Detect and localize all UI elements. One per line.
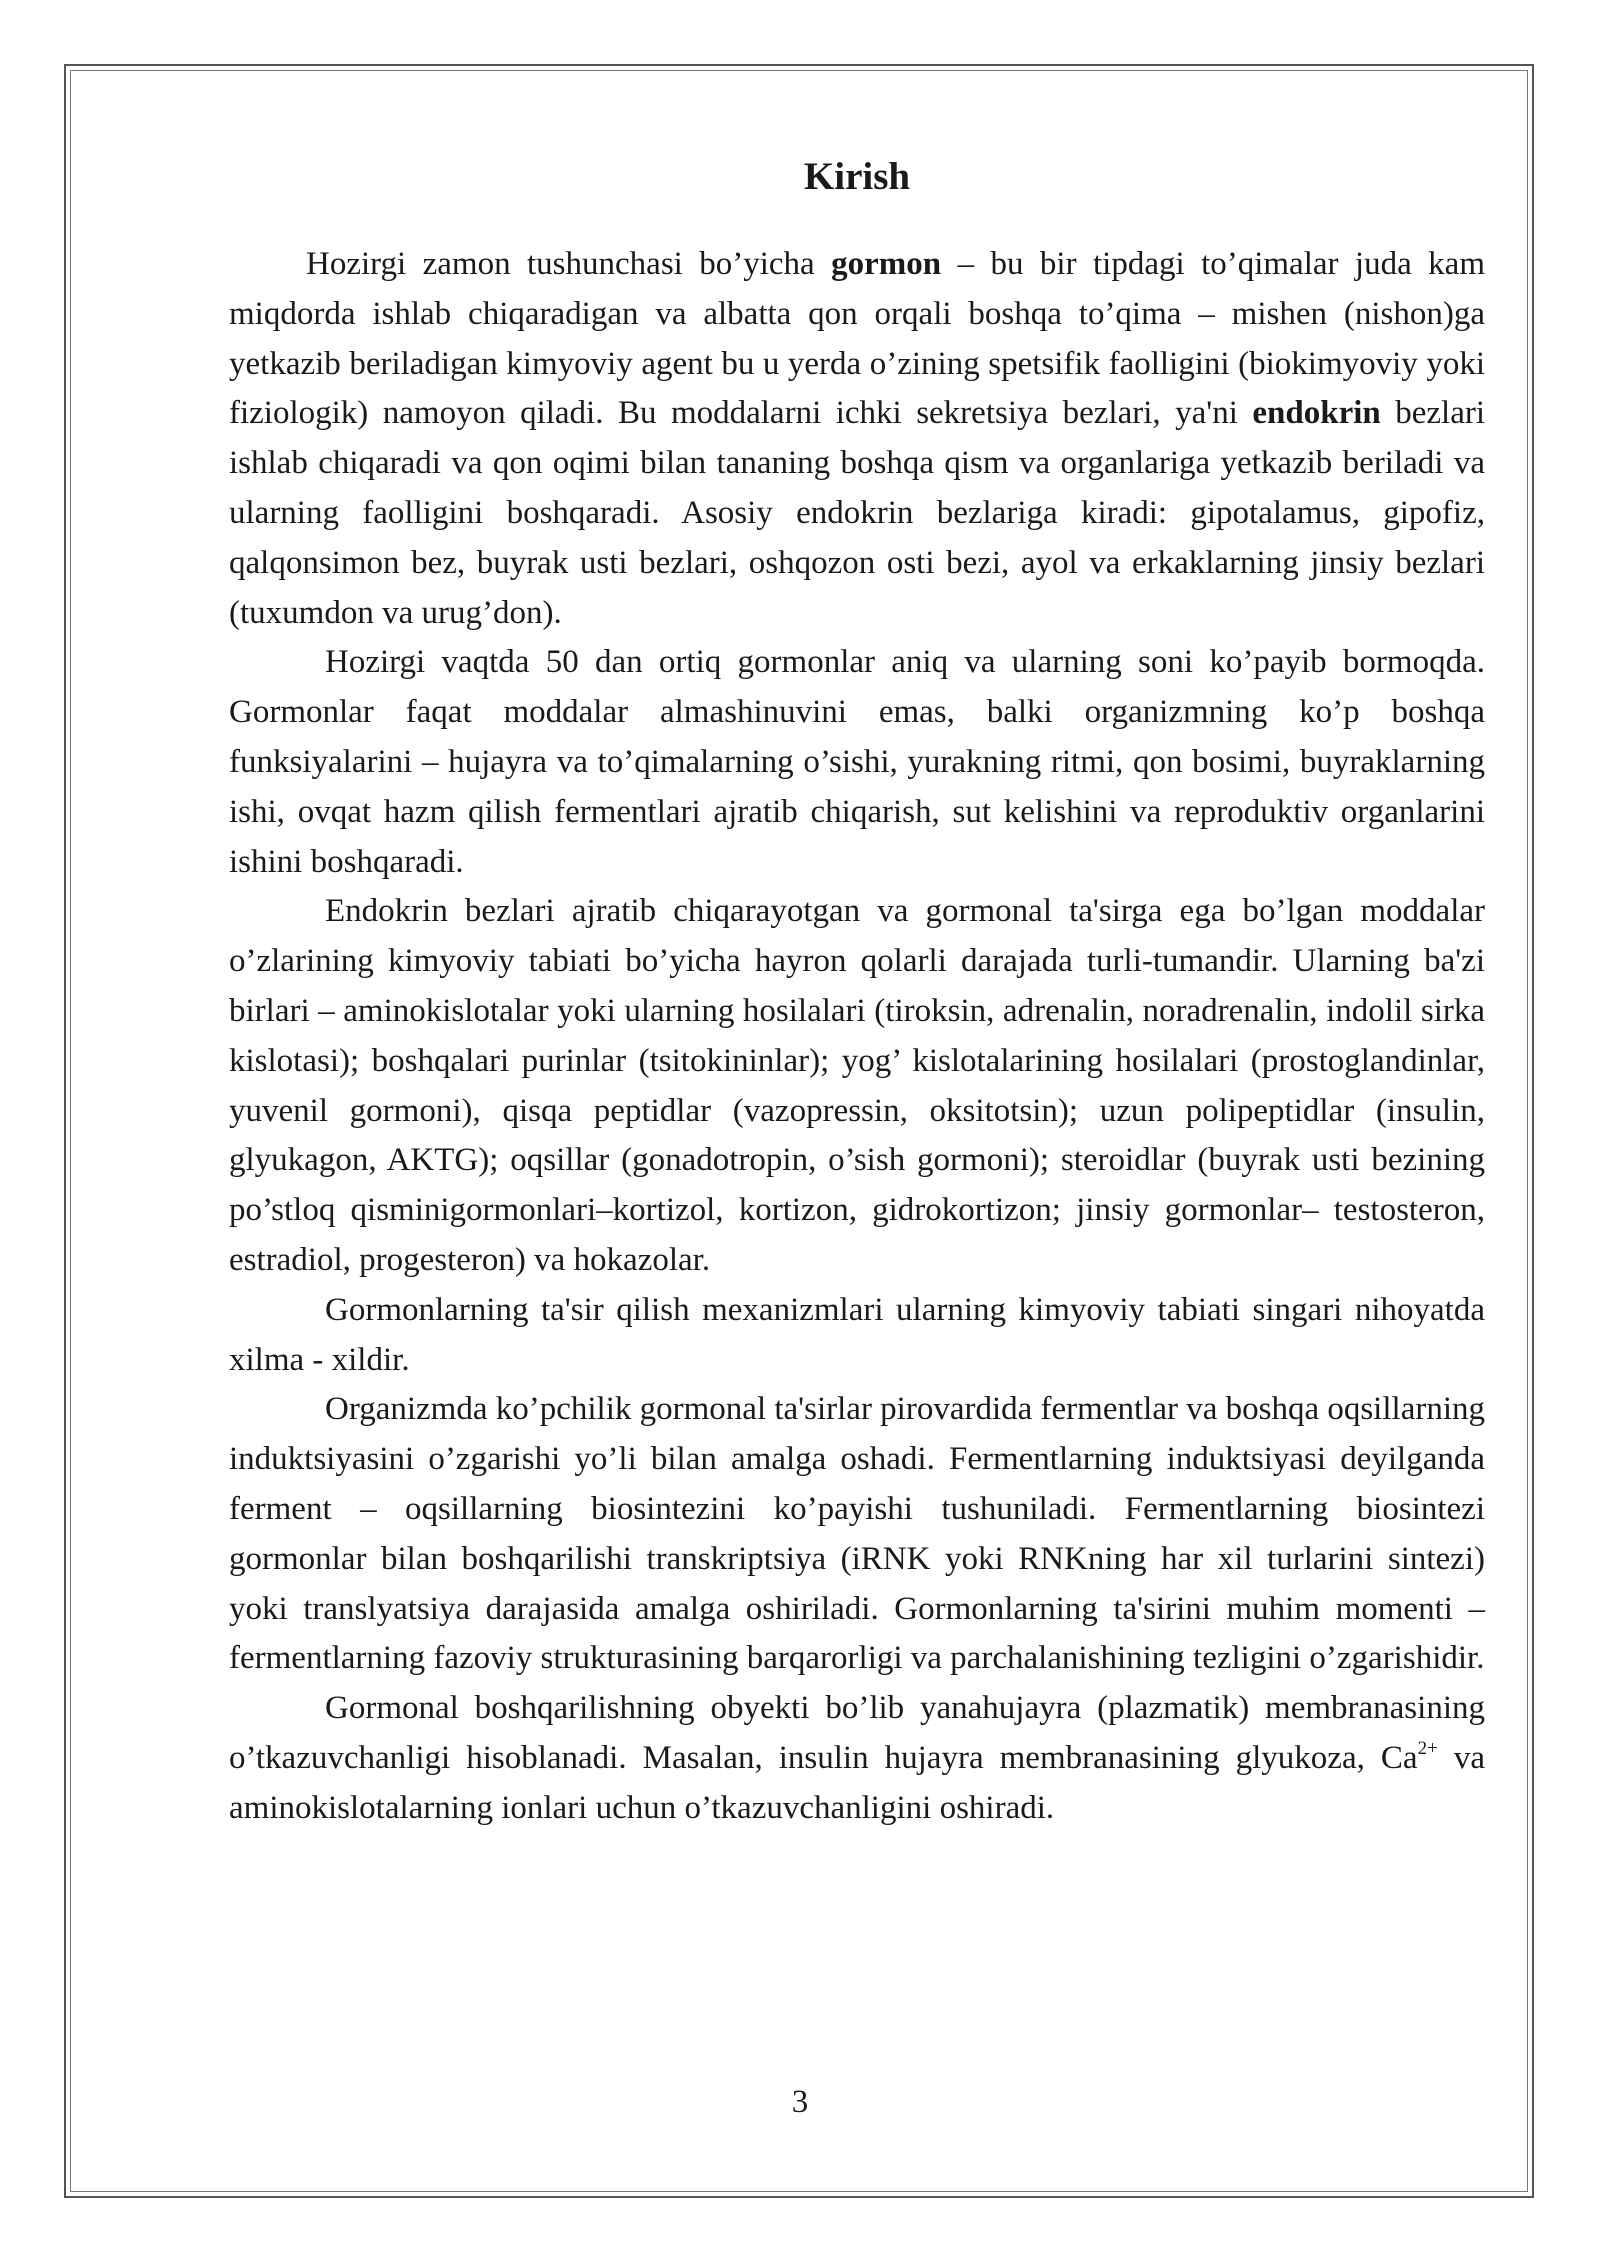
page-number: 3 [791, 2084, 809, 2120]
paragraph-4: Gormonlarning ta'sir qilish mexanizmlari ularning kimyoviy tabiati singari nihoyatda xilma - xildir. [229, 1291, 1485, 1378]
paragraph-1 [229, 240, 1485, 638]
paragraph-6-text-a: Gormonal boshqarilishning obyekti bo’lib yanahujayra (plazmatik) membranasining o’tkazuvchanligi hisoblanadi. Masalan, insulin hujayra membranasining glyukoza, Ca [229, 1690, 1485, 1776]
paragraph-6-text-b: va aminokislotalarning ionlari uchun o’tkazuvchanligini oshiradi. [229, 1739, 1485, 1826]
paragraph-6 [229, 1684, 1485, 1833]
document-body [229, 142, 1485, 1834]
paragraph-1-text-a: Hozirgi zamon tushunchasi bo’yicha [306, 246, 832, 282]
paragraph-3: Endokrin bezlari ajratib chiqarayotgan va gormonal ta'sirga ega bo’lgan moddalar o’zlarining kimyoviy tabiati bo’yicha hayron qolarli darajada turli-tumandir. Ularning ba'zi birlari – aminokislotalar yoki ularning hosilalari (tiroksin, adrenalin, noradrenalin, indolil sirka kislotasi); boshqalari purinlar (tsitokininlar); yog’ kislotalarining hosilalari (prostoglandinlar, yuvenil gormoni), qisqa peptidlar (vazopressin, oksitotsin); uzun polipeptidlar (insulin, glyukagon, AKTG); oqsillar (gonadotropin, o’sish gormoni); steroidlar (buyrak usti bezining po’stloq qisminigormonlari–kortizol, kortizon, gidrokortizon; jinsiy gormonlar– testosteron, estradiol, progesteron) va hokazolar. [229, 893, 1485, 1278]
paragraph-2: Hozirgi vaqtda 50 dan ortiq gormonlar aniq va ularning soni ko’payib bormoqda. Gormonlar faqat moddalar almashinuvini emas, balki organizmning ko’p boshqa funksiyalarini – hujayra va to’qimalarning o’sishi, yurakning ritmi, qon bosimi, buyraklarning ishi, ovqat hazm qilish fermentlari ajratib chiqarish, sut kelishini va reproduktiv organlarini ishini boshqaradi. [229, 644, 1485, 880]
paragraph-5: Organizmda ko’pchilik gormonal ta'sirlar pirovardida fermentlar va boshqa oqsillarning induktsiyasini o’zgarishi yo’li bilan amalga oshadi. Fermentlarning induktsiyasi deyilganda ferment – oqsillarning biosintezini ko’payishi tushuniladi. Fermentlarning biosintezi gormonlar bilan boshqarilishi transkriptsiya (iRNK yoki RNKning har xil turlarini sintezi) yoki translyatsiya darajasida amalga oshiriladi. Gormonlarning ta'sirini muhim momenti – fermentlarning fazoviy strukturasining barqarorligi va parchalanishining tezligini o’zgarishidir. [229, 1391, 1485, 1677]
paragraph-1-text-e: bezlari ishlab chiqaradi va qon oqimi bilan tananing boshqa qism va organlariga yetkazib beriladi va ularning faolligini boshqaradi. Asosiy endokrin bezlariga kiradi: gipotalamus, gipofiz, qalqonsimon bez, buyrak usti bezlari, oshqozon osti bezi, ayol va erkaklarning jinsiy bezlari (tuxumdon va urug’don). [229, 395, 1485, 631]
term-gormon: gormon [831, 246, 942, 282]
paragraph-1-text-c: – bu bir tipdagi to’qimalar juda kam miqdorda ishlab chiqaradigan va albatta qon orqali boshqa to’qima – mishen (nishon)ga yetkazib beriladigan kimyoviy agent bu u yerda o’zining spetsifik faolligini (biokimyoviy yoki fiziologik) namoyon qiladi. Bu moddalarni ichki sekretsiya bezlari, ya'ni [229, 246, 1485, 432]
calcium-charge-superscript: 2+ [1417, 1737, 1438, 1759]
term-endokrin: endokrin [1252, 395, 1381, 432]
page-title: Kirish [803, 155, 911, 198]
